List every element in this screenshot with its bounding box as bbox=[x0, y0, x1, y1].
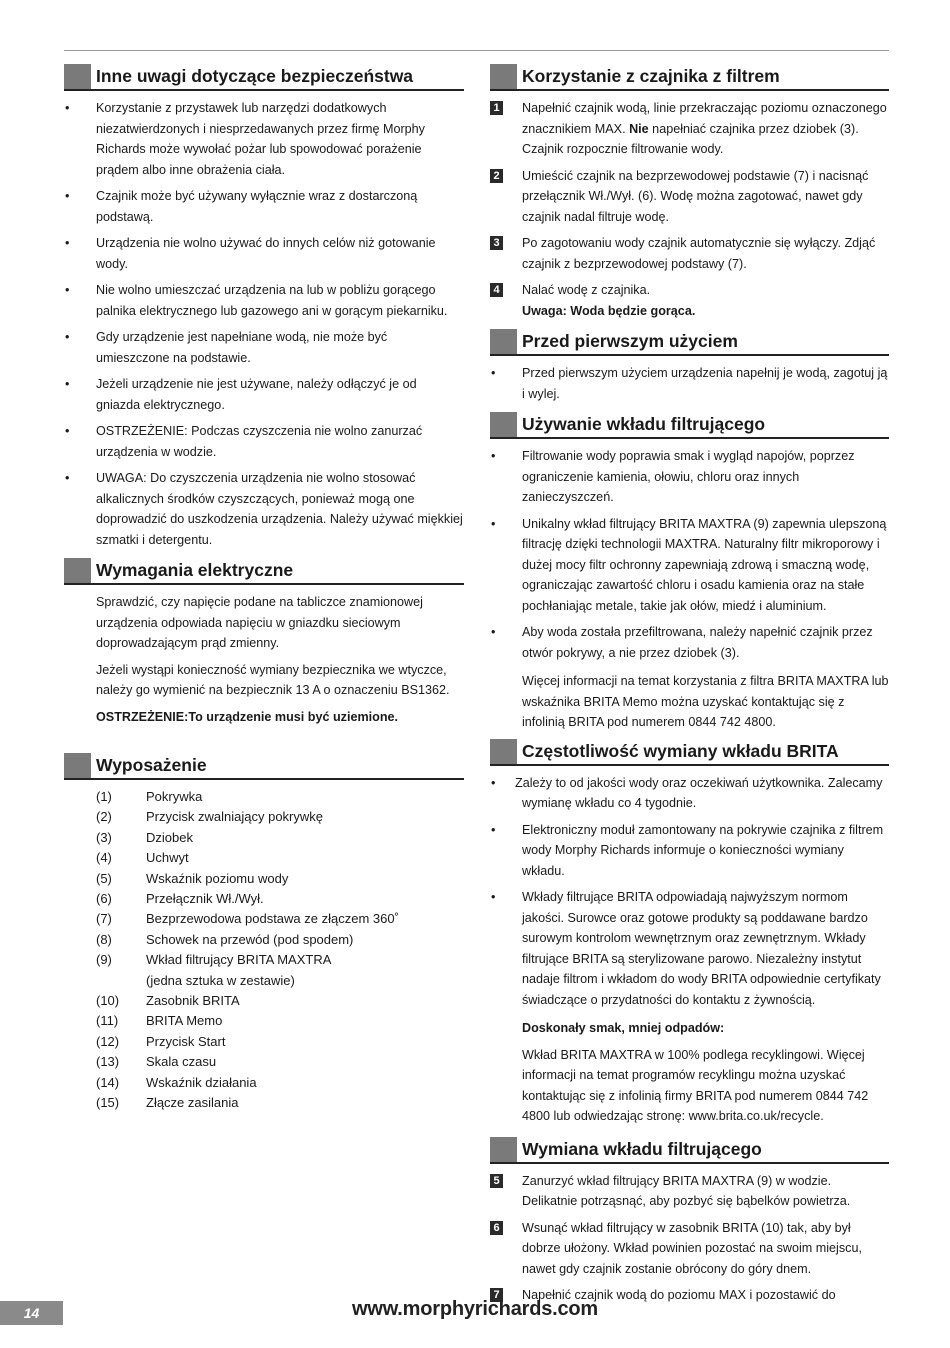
section-heading-filter-use bbox=[490, 412, 889, 439]
bullet-icon: • bbox=[65, 236, 70, 250]
bullet-icon: • bbox=[491, 516, 496, 531]
step-number: 5 bbox=[490, 1174, 503, 1188]
subheading: Doskonały smak, mniej odpadów: bbox=[522, 1021, 725, 1035]
list-item: • OSTRZEŻENIE: Podczas czyszczenia nie wolno zanurzać urządzenia w wodzie. bbox=[64, 421, 464, 462]
heading-title: Inne uwagi dotyczące bezpieczeństwa bbox=[96, 66, 414, 86]
heading-marker bbox=[490, 739, 517, 764]
heading-title: Częstotliwość wymiany wkładu BRITA bbox=[522, 740, 839, 761]
step-number: 6 bbox=[490, 1221, 503, 1235]
heading-title: Korzystanie z czajnika z filtrem bbox=[522, 66, 780, 86]
section-heading-electrical bbox=[64, 558, 464, 585]
list-item: • UWAGA: Do czyszczenia urządzenia nie wolno stosować alkalicznych środków czyszczących, ponieważ mogą one doprowadzić do uszkodzenia urządzenia. Należy używać miękkiej szmatki i detergentu. bbox=[64, 468, 464, 550]
heading-marker bbox=[490, 1137, 517, 1162]
list-item: • Gdy urządzenie jest napełniane wodą, nie może być umieszczone na podstawie. bbox=[64, 327, 464, 368]
list-item: • Filtrowanie wody poprawia smak i wygląd napojów, poprzez ograniczenie kamienia, ołowiu, chloru oraz innych zanieczyszczeń. bbox=[490, 446, 889, 508]
part-item: (8) Schowek na przewód (pod spodem) bbox=[96, 931, 354, 947]
heading-marker bbox=[64, 558, 91, 583]
part-item: (3) Dziobek bbox=[96, 829, 193, 845]
electrical-warning: OSTRZEŻENIE:To urządzenie musi być uziemione. bbox=[96, 709, 399, 724]
website-url[interactable]: www.morphyrichards.com bbox=[351, 1298, 599, 1320]
part-item: (5) Wskaźnik poziomu wody bbox=[96, 870, 289, 886]
list-item: • Aby woda została przefiltrowana, należy napełnić czajnik przez otwór pokrywy, a nie przez dziobek (3). bbox=[490, 622, 889, 663]
list-item: • Korzystanie z przystawek lub narzędzi dodatkowych niezatwierdzonych i niesprzedawanych przez firmę Morphy Richards może wywołać pożar lub spowodować porażenie prądem albo inne obrażenia ciała. bbox=[64, 98, 464, 180]
part-item: (13) Skala czasu bbox=[96, 1054, 217, 1070]
frequency-list bbox=[490, 773, 889, 1011]
bullet-icon: • bbox=[65, 101, 70, 115]
list-item: • Jeżeli urządzenie nie jest używane, należy odłączyć je od gniazda elektrycznego. bbox=[64, 374, 464, 415]
bullet-icon: • bbox=[65, 189, 70, 203]
part-item: (15) Złącze zasilania bbox=[96, 1095, 239, 1111]
safety-list bbox=[64, 98, 464, 550]
part-item: (1) Pokrywka bbox=[96, 789, 203, 804]
list-item: • Urządzenia nie wolno używać do innych celów niż gotowanie wody. bbox=[64, 233, 464, 274]
filter-use-list bbox=[490, 446, 889, 663]
filter-info-paragraph: Więcej informacji na temat korzystania z filtra BRITA MAXTRA lub wskaźnika BRITA Memo można uzyskać kontaktując się z infolinią BRITA pod numerem 0844 742 4800. bbox=[522, 674, 889, 729]
step-item: 1 Napełnić czajnik wodą, linie przekraczając poziomu oznaczonego znacznikiem MAX. Nie napełniać czajnika przez dziobek (3). Czajnik rozpocznie filtrowanie wody. bbox=[490, 98, 889, 160]
page-number: 14 bbox=[0, 1301, 63, 1325]
heading-title: Wyposażenie bbox=[96, 755, 207, 775]
step-number: 4 bbox=[490, 283, 503, 297]
step-item: 5 Zanurzyć wkład filtrujący BRITA MAXTRA (9) w wodzie. Delikatnie potrząsnąć, aby pozbyć się bąbelków powietrza. bbox=[490, 1171, 889, 1212]
bullet-icon: • bbox=[65, 471, 70, 485]
part-item: (12) Przycisk Start bbox=[96, 1033, 226, 1049]
section-heading-safety bbox=[64, 64, 464, 91]
hot-water-note: Uwaga: Woda będzie gorąca. bbox=[522, 303, 696, 318]
section-heading-using bbox=[490, 64, 889, 91]
list-item: • Czajnik może być używany wyłącznie wraz z dostarczoną podstawą. bbox=[64, 186, 464, 227]
step-item: 3 Po zagotowaniu wody czajnik automatycznie się wyłączy. Zdjąć czajnik z bezprzewodowej podstawy (7). bbox=[490, 233, 889, 274]
step-item: 6 Wsunąć wkład filtrujący w zasobnik BRITA (10) tak, aby był dobrze ułożony. Wkład powinien pozostać na swoim miejscu, nawet gdy czajnik zostanie obrócony do góry dnem. bbox=[490, 1218, 889, 1280]
right-column bbox=[490, 64, 889, 1314]
recycle-paragraph: Wkład BRITA MAXTRA w 100% podlega recyklingowi. Więcej informacji na temat programów recyklingu można uzyskać kontaktując się z infolinią firmy BRITA pod numerem 0844 742 4800 lub odwiedzając stronę: www.brita.co.uk/recycle. bbox=[522, 1047, 869, 1123]
bullet-icon: • bbox=[491, 890, 496, 904]
heading-marker bbox=[64, 64, 91, 89]
part-item: (14) Wskaźnik działania bbox=[96, 1074, 257, 1090]
bullet-icon: • bbox=[491, 366, 496, 380]
part-item: (4) Uchwyt bbox=[96, 850, 189, 866]
parts-list bbox=[64, 787, 464, 1114]
bullet-icon: • bbox=[491, 775, 496, 790]
part-item: (9) Wkład filtrujący BRITA MAXTRA bbox=[96, 952, 332, 968]
part-item: (2) Przycisk zwalniający pokrywkę bbox=[96, 809, 323, 825]
bullet-icon: • bbox=[65, 424, 70, 438]
bullet-icon: • bbox=[65, 330, 70, 344]
step-number: 3 bbox=[490, 236, 503, 250]
step-item: 7 Napełnić czajnik wodą do poziomu MAX i pozostawić do bbox=[490, 1285, 889, 1306]
left-column bbox=[64, 64, 464, 1114]
heading-marker bbox=[64, 753, 91, 778]
list-item: • Przed pierwszym użyciem urządzenia napełnij je wodą, zagotuj ją i wylej. bbox=[490, 363, 889, 404]
step-number: 7 bbox=[490, 1288, 503, 1302]
bullet-icon: • bbox=[65, 377, 70, 391]
section-heading-frequency bbox=[490, 739, 889, 766]
first-use-list bbox=[490, 363, 889, 404]
part-item: (6) Przełącznik Wł./Wył. bbox=[96, 891, 264, 907]
bullet-icon: • bbox=[65, 283, 70, 297]
using-steps bbox=[490, 98, 889, 321]
section-heading-equipment bbox=[64, 753, 464, 780]
heading-title: Wymiana wkładu filtrującego bbox=[522, 1138, 762, 1159]
list-item: • Nie wolno umieszczać urządzenia na lub w pobliżu gorącego palnika elektrycznego lub gazowego ani w gorącym piekarniku. bbox=[64, 280, 464, 321]
list-item: • Wkłady filtrujące BRITA odpowiadają najwyższym normom jakości. Surowce oraz gotowe produkty są poddawane bardzo surowym kontrolom wewnętrznym oraz zewnętrznym. Wkłady filtrujące BRITA są sterylizowane parowo. Niezależny instytut nadaje filtrom i wkładom do wody BRITA odpowiednie certyfikaty świadczące o przydatności do kontaktu z żywnością. bbox=[490, 887, 889, 1010]
list-item: • Elektroniczny moduł zamontowany na pokrywie czajnika z filtrem wody Morphy Richards informuje o konieczności wymiany wkładu. bbox=[490, 820, 889, 882]
heading-title: Wymagania elektryczne bbox=[96, 560, 294, 580]
electrical-paragraph: Sprawdzić, czy napięcie podane na tabliczce znamionowej urządzenia odpowiada napięciu w gniazdku sieciowym doprowadzającym prąd zmienny. bbox=[96, 595, 423, 650]
heading-marker bbox=[490, 329, 517, 354]
step-item: 2 Umieścić czajnik na bezprzewodowej podstawie (7) i nacisnąć przełącznik Wł./Wył. (6). Wodę można zagotować, nawet gdy czajnik nadal filtruje wodę. bbox=[490, 166, 889, 228]
heading-title: Przed pierwszym użyciem bbox=[522, 331, 738, 351]
part-item: (10) Zasobnik BRITA bbox=[96, 993, 240, 1009]
part-item: (11) BRITA Memo bbox=[96, 1013, 223, 1029]
step-number: 2 bbox=[490, 169, 503, 183]
step-number: 1 bbox=[490, 101, 503, 115]
bullet-icon: • bbox=[491, 625, 496, 639]
section-heading-replace bbox=[490, 1137, 889, 1164]
list-item: • Unikalny wkład filtrujący BRITA MAXTRA (9) zapewnia ulepszoną filtrację dzięki technologii MAXTRA. Naturalny filtr mikroporowy i dużej mocy filtr ochronny zapewniają zdrową i smaczną wodę, ograniczając zawartość chloru i osadu kamienia oraz na stałe pochłaniając metale, takie jak ołów, miedź i aluminium. bbox=[490, 514, 889, 617]
heading-title: Używanie wkładu filtrującego bbox=[522, 414, 766, 434]
top-rule bbox=[64, 50, 889, 51]
section-heading-first-use bbox=[490, 329, 889, 356]
heading-marker bbox=[490, 64, 517, 89]
step-item: 4 Nalać wodę z czajnika. Uwaga: Woda będzie gorąca. bbox=[490, 280, 889, 321]
part-item: (jedna sztuka w zestawie) bbox=[146, 972, 295, 988]
electrical-paragraph: Jeżeli wystąpi konieczność wymiany bezpiecznika we wtyczce, należy go wymienić na bezpiecznik 13 A o oznaczeniu BS1362. bbox=[96, 662, 450, 697]
bullet-icon: • bbox=[491, 822, 496, 837]
heading-marker bbox=[490, 412, 517, 437]
replace-steps bbox=[490, 1171, 889, 1306]
list-item: • Zależy to od jakości wody oraz oczekiwań użytkownika. Zalecamy wymianę wkładu co 4 tygodnie. bbox=[490, 773, 889, 814]
bullet-icon: • bbox=[491, 449, 496, 463]
part-item: (7) Bezprzewodowa podstawa ze złączem 360˚ bbox=[96, 911, 399, 927]
